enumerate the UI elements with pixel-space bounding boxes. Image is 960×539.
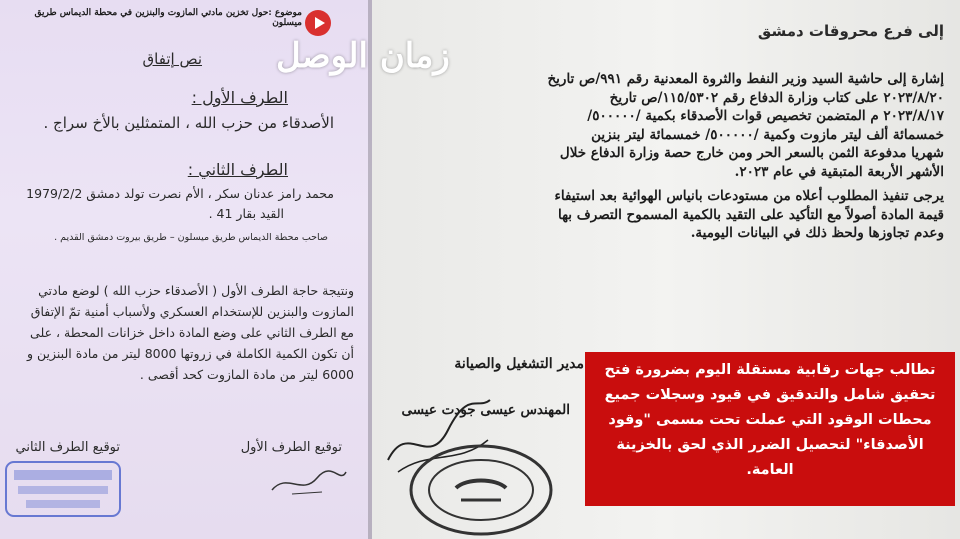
body-line: 6000 ليتر من مادة المازوت كحد أقصى . <box>139 367 354 382</box>
letter-line: شهريا مدفوعة الثمن بالسعر الحر ومن خارج حصة وزارة الدفاع خلال <box>559 145 944 161</box>
fuel-directorate-stamp <box>406 438 556 538</box>
letter-line: وعدم تجاوزها ولحظ ذلك في البيانات اليومية. <box>690 225 944 241</box>
party2-line1: محمد رامز عدنان سكر ، الأم نصرت تولد دمشق 1979/2/2 <box>26 186 334 201</box>
caption-text: تطالب جهات رقابية مستقلة اليوم بضرورة فتح تحقيق شامل والتدقيق في قيود وسجلات جميع محطات الوقود التي عملت تحت مسمى "وقود الأصدقاء" لتحصيل الضرر الذي لحق بالخزينة العامة. <box>604 362 936 478</box>
letter-line: يرجى تنفيذ المطلوب أعلاه من مستودعات بانياس الهوائية بعد استيفاء <box>554 188 944 204</box>
party1-signature <box>262 462 352 502</box>
body-line: أن تكون الكمية الكاملة في زروتها 8000 ليتر من مادة البنزين و <box>27 346 354 361</box>
signer-name: المهندس عيسى جودت عيسى <box>401 402 570 418</box>
letter-line: ٢٠٢٣/٨/١٧ م المتضمن تخصيص قوات الأصدقاء بكمية /٥٠٠٠٠٠/ <box>587 108 944 124</box>
letter-line: ٢٠٢٣/٨/٢٠ على كتاب وزارة الدفاع رقم ١١٥/٥٣٠٢/ص تاريخ <box>609 89 944 106</box>
party2-heading: الطرف الثاني : <box>187 160 288 179</box>
party1-heading: الطرف الأول : <box>191 88 288 107</box>
body-line: مع الطرف الثاني على وضع المادة داخل خزانات المحطة ، على <box>30 325 354 340</box>
letter-line: إشارة إلى حاشية السيد وزير النفط والثروة المعدنية رقم ٩٩١/ص تاريخ <box>547 71 944 87</box>
party2-line2: القيد بقار 41 . <box>208 206 284 221</box>
body-line: ونتيجة حاجة الطرف الأول ( الأصدقاء حزب الله ) لوضع مادتي <box>38 283 354 298</box>
agreement-body <box>4 280 354 385</box>
body-line: المازوت والبنزين للإستخدام العسكري ولأسباب أمنية تمّ الإتفاق <box>30 304 354 319</box>
caption-box <box>585 352 955 506</box>
addressee-line: إلى فرع محروقات دمشق <box>757 22 944 40</box>
station-stamp <box>4 458 122 520</box>
left-document <box>0 0 372 539</box>
sign-party1-label: توقيع الطرف الأول <box>240 440 342 455</box>
brand-name: زمان الوصل <box>276 36 450 76</box>
play-icon[interactable] <box>305 10 331 36</box>
station-owner-line: صاحب محطة الديماس طريق ميسلون – طريق بيروت دمشق القديم . <box>54 232 328 243</box>
sign-party2-label: توقيع الطرف الثاني <box>15 440 120 455</box>
party1-text: الأصدقاء من حزب الله ، المتمثلين بالأخ سراج . <box>43 114 334 132</box>
agreement-title: نص إتفاق <box>142 50 202 68</box>
signer-title: مدير التشغيل والصيانة <box>454 356 584 372</box>
letter-line: الأشهر الأربعة المتبقية في عام ٢٠٢٣. <box>734 163 944 180</box>
left-doc-header: موضوع :حول تخزين مادتي المازوت والبنزين في محطة الديماس طريق ميسلون <box>34 8 302 28</box>
letter-body <box>384 70 944 243</box>
brand-logo <box>276 36 450 76</box>
letter-line: قيمة المادة أصولاً مع التأكيد على التقيد بالكمية المسموح التصرف بها <box>557 206 944 223</box>
letter-line: خمسمائة ألف ليتر مازوت وكمية /٥٠٠٠٠٠/ خمسمائة ليتر بنزين <box>591 126 944 143</box>
